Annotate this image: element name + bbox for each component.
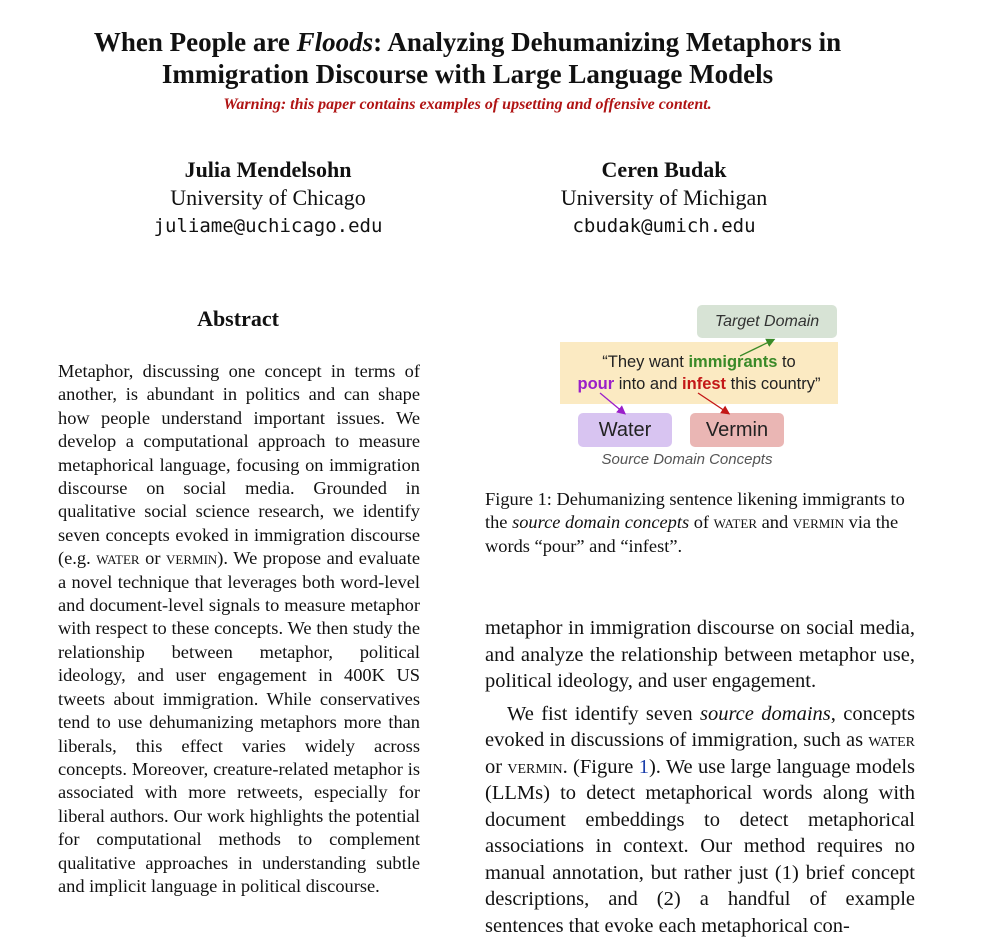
concept-term: vermin: [792, 512, 845, 533]
abstract-part: Metaphor, discussing one concept in terms of another, is abundant in politics and can shape how people understand important issues. We develop a computational approach to measure metaphorical language, focusing on immigration discourse on social media. Grounded in qualitative social science research, we identify seven concepts evoked in immigration discourse (e.g.: [58, 361, 420, 569]
quote-part: “They want: [602, 353, 689, 371]
source-vermin-box: Vermin: [690, 413, 784, 447]
figure-ref-link[interactable]: 1: [638, 755, 649, 778]
abstract-heading: Abstract: [197, 306, 279, 331]
concept-term: water: [868, 729, 915, 751]
metaphor-word-pour: pour: [577, 375, 615, 393]
body-text: [485, 615, 915, 939]
author-email[interactable]: juliame@uchicago.edu: [153, 215, 383, 237]
concept-term: vermin: [166, 548, 218, 569]
body-part: or: [485, 755, 508, 778]
author-name: Ceren Budak: [601, 157, 727, 182]
abstract-part: or: [139, 548, 167, 569]
concept-term: water: [96, 548, 140, 569]
caption-part: of: [689, 512, 714, 533]
title-part: When People are: [93, 27, 297, 57]
target-domain-box: Target Domain: [697, 305, 837, 338]
figure-arrows: [560, 305, 840, 475]
abstract-text: [58, 360, 420, 898]
metaphor-word-infest: infest: [682, 375, 727, 393]
source-domain-label: Source Domain Concepts: [601, 451, 773, 468]
body-emphasis: source domains: [699, 702, 831, 725]
figure-caption: [485, 488, 915, 558]
author-block: [484, 156, 844, 240]
content-warning: Warning: this paper contains examples of upsetting and offensive content.: [223, 96, 712, 113]
caption-part: and: [757, 512, 793, 533]
quote-part: into and: [614, 375, 683, 393]
title-emphasis: Floods: [296, 27, 374, 57]
paper-title: [40, 26, 895, 90]
author-affiliation: University of Michigan: [560, 185, 768, 210]
caption-part: via the words “pour” and “infest”.: [485, 512, 899, 556]
body-part: We fist identify seven: [507, 702, 700, 725]
caption-part: Figure 1: Dehumanizing sentence likening immigrants to the: [485, 489, 905, 533]
concept-term: vermin: [507, 755, 563, 778]
figure-1: [560, 305, 840, 475]
quote-part: this country”: [726, 375, 821, 393]
title-part: : Analyzing Dehumanizing Metaphors in: [373, 27, 842, 57]
abstract-part: ). We propose and evaluate a novel technique that leverages both word-level and document-level signals to measure metaphor with respect to these concepts. We then study the relationship between metaphor, political ideology, and user engagement in 400K US tweets about immigration. While conservatives tend to use dehumanizing metaphors more than liberals, this effect varies widely across concepts. Moreover, creature-related metaphor is associated with more retweets, especially for liberal authors. Our work highlights the potential for computational methods to complement qualitative approaches in understanding subtle and implicit language in political discourse.: [58, 548, 420, 896]
concept-term: water: [713, 512, 757, 533]
author-affiliation: University of Chicago: [170, 185, 366, 210]
title-line-2: Immigration Discourse with Large Language Models: [161, 59, 774, 89]
body-part: , concepts evoked in discussions of immigration, such as: [485, 702, 915, 751]
body-paragraph: metaphor in immigration discourse on social media, and analyze the relationship between metaphor use, political ideology, and user engagement.: [485, 617, 915, 692]
source-water-box: Water: [578, 413, 672, 447]
target-word: immigrants: [688, 353, 778, 371]
body-paragraph: [485, 701, 915, 940]
caption-emphasis: source domain concepts: [512, 512, 690, 533]
body-part: . (Figure: [562, 755, 639, 778]
author-block: [88, 156, 448, 240]
author-email[interactable]: cbudak@umich.edu: [572, 215, 756, 237]
quote-part: to: [777, 353, 796, 371]
arrow-water: [600, 393, 624, 413]
author-name: Julia Mendelsohn: [184, 157, 352, 182]
arrow-target: [740, 340, 773, 356]
body-part: ). We use large language models (LLMs) to detect metaphorical words along with document embeddings to detect metaphorical associations in context. Our method requires no manual annotation, but rather just (1) brief concept descriptions, and (2) a handful of example sentences that evoke each metaphorical con-: [485, 755, 916, 937]
arrow-vermin: [698, 393, 728, 413]
